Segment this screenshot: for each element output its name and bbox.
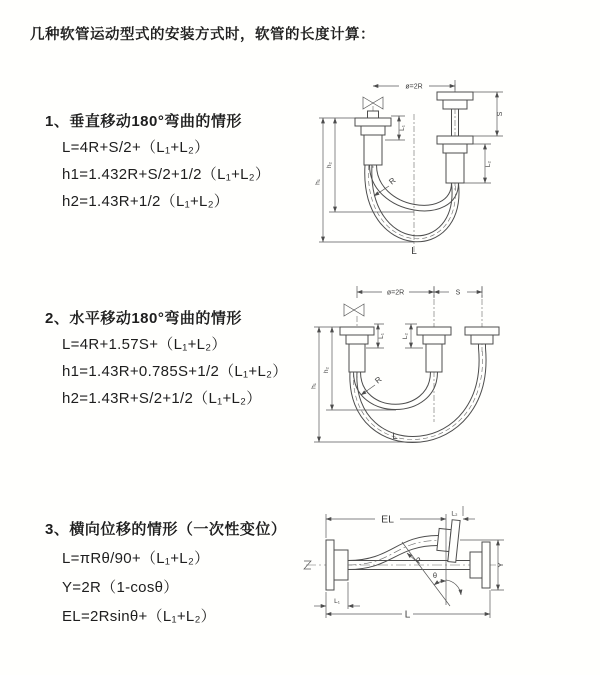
length-label: L <box>392 431 398 442</box>
hose-displaced-position <box>348 536 438 570</box>
section3-heading: 3、横向位移的情形（一次性变位） <box>45 521 287 538</box>
diagram-vertical-180-bend <box>315 70 525 265</box>
dim-label-el: EL <box>381 513 394 526</box>
dim-label-h2: h₂ <box>326 161 333 169</box>
dim-label-s: S <box>497 111 504 117</box>
radius-leader <box>361 375 384 395</box>
dim-el <box>326 514 446 539</box>
left-fitting <box>340 327 374 372</box>
dim-diameter <box>357 286 482 298</box>
dim-l1 <box>314 582 360 609</box>
dim-l2 <box>451 506 475 519</box>
braided-hose-section <box>446 153 464 183</box>
dim-label-l2: L₂ <box>485 160 492 168</box>
section3-formula-el: EL=2Rsinθ+（L₁+L₂） <box>62 608 216 625</box>
right-fitting-lower <box>437 136 473 183</box>
inclined-radius-line <box>402 542 450 606</box>
section3-formula-y: Y=2R（1-cosθ） <box>62 579 179 596</box>
dim-label-l1: L₁ <box>334 598 340 605</box>
dim-label-diameter: ø=2R <box>386 289 405 297</box>
dim-label-l1: L₁ <box>378 333 385 339</box>
braided-hose-section <box>364 135 382 165</box>
section2-heading: 2、水平移动180°弯曲的情形 <box>45 310 242 327</box>
dim-label-h1: h₁ <box>310 383 318 389</box>
braided-hose-section <box>426 344 442 372</box>
valve-icon <box>344 304 364 316</box>
dim-label-s: S <box>455 289 461 297</box>
angle-label: θ <box>432 571 438 580</box>
dim-diameter <box>373 80 455 92</box>
dim-label-y: Y <box>496 562 505 568</box>
dim-label-h2: h₂ <box>323 366 330 374</box>
swing-direction-arc <box>446 580 461 595</box>
diagram-lateral-displacement <box>300 502 580 632</box>
dim-label-l: L <box>404 609 411 621</box>
hose-curve <box>365 165 459 242</box>
dim-label-l2: L₂ <box>451 510 458 518</box>
dim-s <box>473 92 504 136</box>
left-fitting <box>355 111 391 165</box>
upper-flange <box>436 518 460 562</box>
braided-hose-section <box>349 344 365 372</box>
left-flange <box>326 540 348 590</box>
middle-fitting <box>417 327 451 372</box>
dim-l2 <box>464 144 492 183</box>
section1-formula-l: L=4R+S/2+（L₁+L₂） <box>62 139 210 156</box>
section2-formula-h1: h1=1.43R+0.785S+1/2（L₁+L₂） <box>62 363 288 380</box>
radius-label: R <box>413 555 425 566</box>
section1-formula-h2: h2=1.43R+1/2（L₁+L₂） <box>62 193 230 210</box>
length-label: L <box>411 246 417 257</box>
section3-formula-l: L=πRθ/90+（L₁+L₂） <box>62 550 210 567</box>
dim-label-l1: L₁ <box>399 125 406 131</box>
page-title: 几种软管运动型式的安装方式时，软管的长度计算： <box>30 27 375 43</box>
section2-formula-h2: h2=1.43R+S/2+1/2（L₁+L₂） <box>62 390 262 407</box>
radius-label: R <box>373 374 384 386</box>
radius-label: R <box>387 175 398 187</box>
radius-leader <box>374 176 398 196</box>
dim-label-l2: L₂ <box>402 332 409 340</box>
dim-s <box>434 290 482 297</box>
hose-curve <box>350 348 486 442</box>
dim-label-diameter: ø=2R <box>405 83 423 91</box>
right-flange <box>470 542 490 588</box>
dim-label-h1: h₁ <box>315 179 322 185</box>
radius-leader <box>407 553 425 565</box>
dim-l <box>326 590 490 621</box>
section2-formula-l: L=4R+1.57S+（L₁+L₂） <box>62 336 227 353</box>
section1-formula-h1: h1=1.432R+S/2+1/2（L₁+L₂） <box>62 166 271 183</box>
diagram-horizontal-180-bend <box>310 282 560 452</box>
section1-heading: 1、垂直移动180°弯曲的情形 <box>45 113 242 130</box>
angle-arc <box>434 581 446 585</box>
